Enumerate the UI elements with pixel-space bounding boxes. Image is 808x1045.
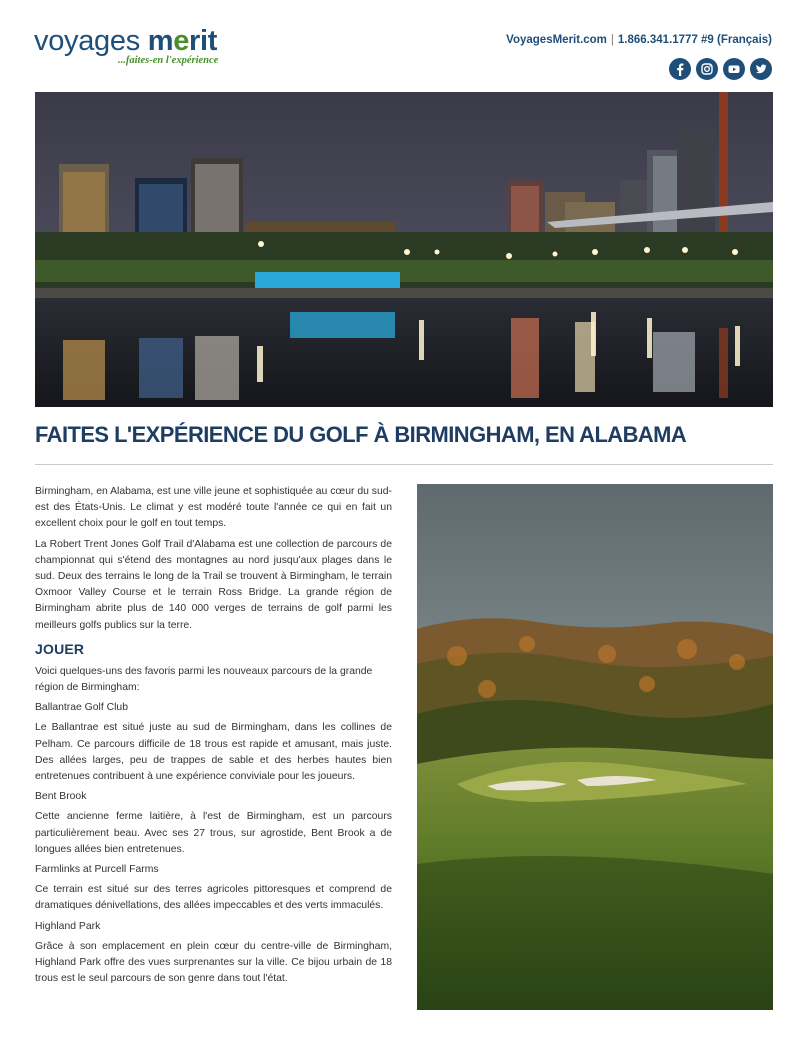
course-description: Cette ancienne ferme laitière, à l'est de Birmingham, est un parcours particulièrement beau. Avec ses 27 trous, sur agrostide, Bent Brook a de longues allées bien entretenues. — [35, 811, 392, 855]
logo[interactable] — [34, 24, 274, 72]
hero-skyline-image — [35, 92, 773, 407]
article-body — [35, 484, 392, 991]
course-description: Ce terrain est situé sur des terres agricoles pittoresques et comprend de dramatiques dénivellations, des allées impeccables et des verts immaculés. — [35, 884, 392, 912]
trail-paragraph: La Robert Trent Jones Golf Trail d'Alabama est une collection de parcours de championnat qui s'étend des montagnes au nord jusqu'aux plages dans le sud. Deux des terrains le long de la Trail se trouvent à Birmingham, le terrain Oxmoor Valley Course et le terrain Ross Bridge. La grande région de Birmingham abrite plus de 140 000 verges de terrains de golf parmi les meilleurs golfs publics sur la terre. — [35, 538, 392, 631]
course-name: Highland Park — [35, 920, 101, 932]
contact-separator: | — [610, 34, 614, 46]
facebook-icon[interactable] — [669, 58, 691, 80]
course-name: Farmlinks at Purcell Farms — [35, 864, 159, 876]
title-divider — [35, 464, 773, 465]
section-intro: Voici quelques-uns des favoris parmi les nouveaux parcours de la grande région de Birmingham: — [35, 665, 373, 694]
course-description: Grâce à son emplacement en plein cœur du centre-ville de Birmingham, Highland Park offre des vues surprenantes sur la ville. Ce bijou urbain de 18 trous est le seul parcours de son genre dans tout l'état. — [35, 940, 392, 985]
website-link[interactable]: VoyagesMerit.com — [506, 34, 607, 46]
course-description: Le Ballantrae est situé juste au sud de Birmingham, dans les collines de Pelham. Ce parcours difficile de 18 trous est rapide et amusant, mais juste. Des allées larges, peu de trappes de sable et des herbes hautes bien entretenues contribuent à une expérience conviviale pour les joueurs. — [35, 722, 392, 783]
logo-wordmark — [34, 24, 217, 58]
intro-paragraph: Birmingham, en Alabama, est une ville jeune et sophistiquée au cœur du sud-est des États-Unis. Le climat y est modéré toute l'année ce qui en fait un excellent choix pour le golf en tout temps. — [35, 486, 392, 530]
instagram-icon[interactable] — [696, 58, 718, 80]
social-links — [669, 58, 772, 80]
logo-word-merit: merit — [147, 25, 218, 57]
page-title: FAITES L'EXPÉRIENCE DU GOLF À BIRMINGHAM, EN ALABAMA — [35, 422, 687, 447]
golf-course-image — [417, 484, 773, 1010]
section-heading: JOUER — [35, 640, 85, 657]
contact-line — [506, 34, 772, 46]
logo-word-voyages: voyages — [34, 25, 140, 57]
youtube-icon[interactable] — [723, 58, 745, 80]
logo-tagline: ...faites-en l'expérience — [118, 55, 219, 66]
course-name: Bent Brook — [35, 791, 87, 803]
course-name: Ballantrae Golf Club — [35, 702, 128, 714]
phone-number[interactable]: 1.866.341.1777 #9 (Français) — [617, 34, 772, 46]
twitter-icon[interactable] — [750, 58, 772, 80]
